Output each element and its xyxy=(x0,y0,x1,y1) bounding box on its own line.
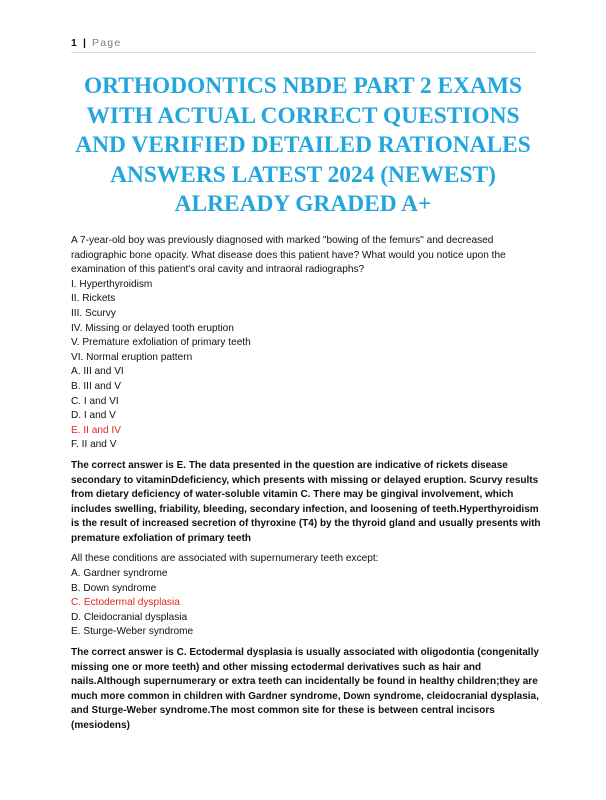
page-number: 1 xyxy=(71,37,77,49)
question-2-option: A. Gardner syndrome xyxy=(71,568,168,580)
question-1-item: III. Scurvy xyxy=(71,307,116,319)
question-2-option: E. Sturge-Weber syndrome xyxy=(71,626,194,638)
question-1-option: C. I and VI xyxy=(71,395,119,407)
question-1-stem: A 7-year-old boy was previously diagnosed with marked "bowing of the femurs" and decreased radiographic bone opacity. What disease does this patient have? What would you notice upon the examination of this patient's oral cavity and intraoral radiographs? xyxy=(71,235,506,276)
page-separator: | xyxy=(82,37,86,49)
question-2 xyxy=(71,552,541,733)
question-1-item: I. Hyperthyroidism xyxy=(71,278,153,290)
document-title: ORTHODONTICS NBDE PART 2 EXAMS WITH ACTUAL CORRECT QUESTIONS AND VERIFIED DETAILED RATIONALES ANSWERS LATEST 2024 (NEWEST) ALREADY GRADED A+ xyxy=(75,73,531,217)
question-1-item: IV. Missing or delayed tooth eruption xyxy=(71,322,234,334)
question-1 xyxy=(71,234,541,546)
question-1-option: A. III and VI xyxy=(71,366,124,378)
question-2-stem: All these conditions are associated with supernumerary teeth except: xyxy=(71,553,379,565)
question-1-option: D. I and V xyxy=(71,410,116,422)
question-1-option: B. III and V xyxy=(71,380,121,392)
question-1-item: VI. Normal eruption pattern xyxy=(71,351,193,363)
question-2-rationale: The correct answer is C. Ectodermal dysplasia is usually associated with oligodontia (congenitally missing one or more teeth) and other missing ectodermal derivatives such as hair and nails.Although supernumerary or extra teeth can incidentally be found in healthy children;they are much more common in children with Gardner syndrome, Down syndrome, cleidocranial dysplasia, and Sturge-Weber syndrome.The most common site for these is between central incisors (mesiodens) xyxy=(71,647,539,731)
question-1-item: V. Premature exfoliation of primary teeth xyxy=(71,337,251,349)
question-2-correct-option: C. Ectodermal dysplasia xyxy=(71,597,180,609)
question-2-option: B. Down syndrome xyxy=(71,582,157,594)
question-1-item: II. Rickets xyxy=(71,293,116,305)
question-1-rationale: The correct answer is E. The data presented in the question are indicative of rickets disease secondary to vitaminDdeficiency, which presents with missing or delayed eruption. Scurvy results from dietary deficiency of water-soluble vitamin C. There may be gingival involvement, which includes swelling, friability, bleeding, secondary infection, and loosening of teeth.Hyperthyroidism is the result of increased secretion of thyroxine (T4) by the thyroid gland and usually presents with premature exfoliation of primary teeth xyxy=(71,459,541,544)
page-word: Page xyxy=(92,37,122,49)
question-1-correct-option: E. II and IV xyxy=(71,424,121,436)
document-body xyxy=(71,234,541,740)
page-header xyxy=(71,37,536,53)
question-2-option: D. Cleidocranial dysplasia xyxy=(71,611,188,623)
question-1-option: F. II and V xyxy=(71,439,117,451)
